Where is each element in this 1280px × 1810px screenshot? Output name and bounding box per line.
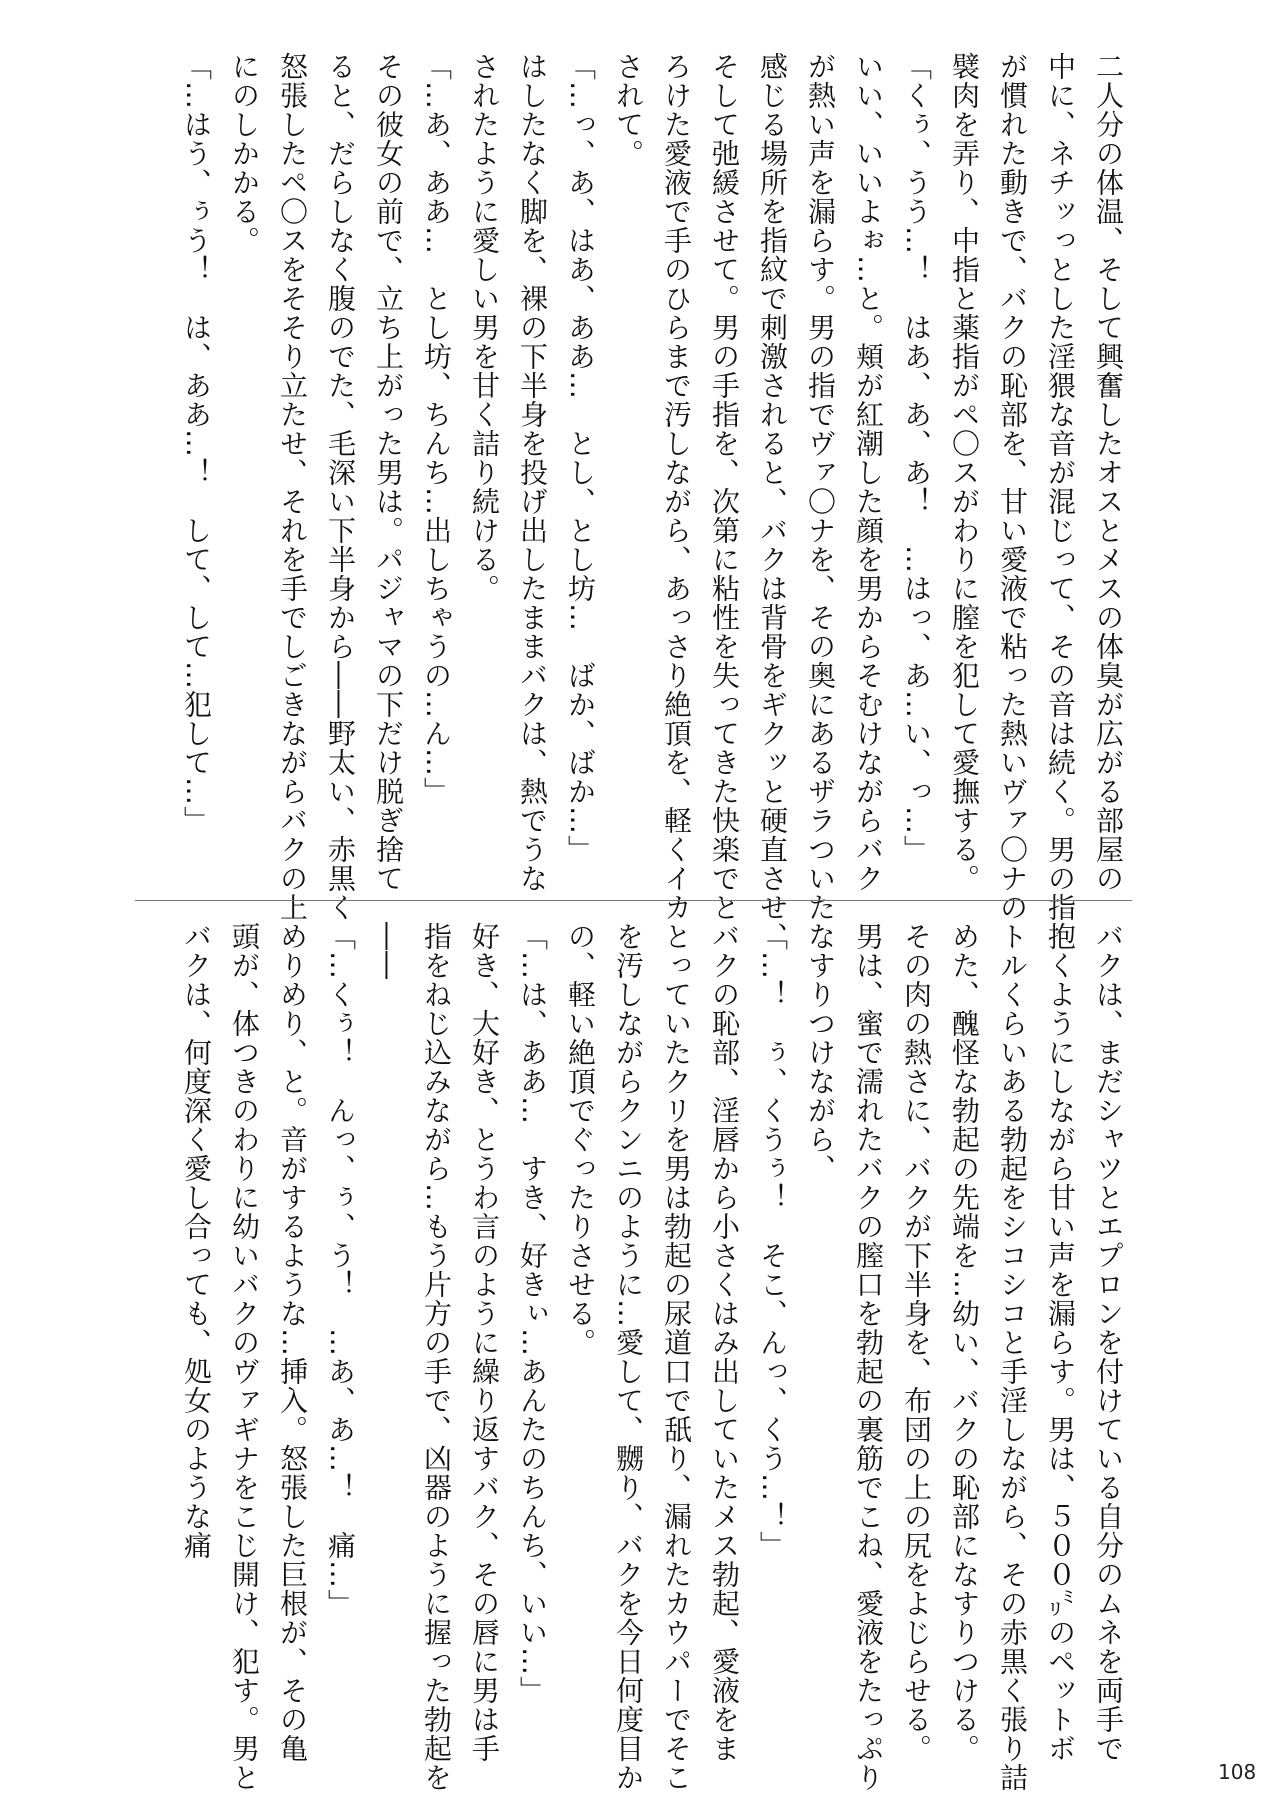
text-line: なすりつけながら、	[804, 922, 837, 1183]
text-line: が熱い声を漏らす。男の指でヴァ〇ナを、その奥にあるザラついた	[804, 52, 837, 922]
text-line: 感じる場所を指紋で刺激されると、バクは背骨をギクッと硬直させ、	[756, 52, 789, 951]
page-number: 108	[1218, 1760, 1257, 1784]
text-line: トルくらいある勃起をシコシコと手淫しながら、その赤黒く張り詰	[996, 922, 1029, 1792]
text-line: めた、醜怪な勃起の先端を…幼い、バクの恥部になすりつける。	[948, 922, 981, 1763]
text-line: されて。	[612, 52, 645, 168]
text-line: 男は、蜜で濡れたバクの膣口を勃起の裏筋でこね、愛液をたっぷり	[852, 922, 885, 1792]
text-line: 中に、ネチッっとした淫猥な音が混じって、その音は続く。男の指	[1044, 52, 1077, 922]
text-line: にのしかかる。	[228, 52, 261, 255]
text-line: を汚しながらクンニのように…愛して、嬲り、バクを今日何度目か	[612, 922, 645, 1792]
section-divider	[135, 900, 1132, 901]
text-line: 指をねじ込みながら…もう片方の手で、凶器のように握った勃起を	[420, 922, 453, 1792]
text-line: 「…はう、ぅう！ は、ああ…！ して、して…犯して…」	[180, 52, 213, 835]
text-line: 好き、大好き、とうわ言のように繰り返すバク、その唇に男は手	[468, 922, 501, 1763]
text-line: めりめり、と。音がするような…挿入。怒張した巨根が、その亀	[276, 922, 309, 1763]
text-line: バクは、まだシャツとエプロンを付けている自分のムネを両手で	[1092, 922, 1125, 1763]
bottom-text-block	[172, 922, 1132, 1792]
text-line: 「…あ、ああ… とし坊、ちんち…出しちゃうの…ん…」	[420, 52, 453, 806]
text-line: 抱くようにしながら甘い声を漏らす。男は、５００㍉のペットボ	[1044, 922, 1077, 1763]
text-line: そして弛緩させて。男の手指を、次第に粘性を失ってきた快楽でと	[708, 52, 741, 922]
text-line: 二人分の体温、そして興奮したオスとメスの体臭が広がる部屋の	[1092, 52, 1125, 893]
text-line: とっていたクリを男は勃起の尿道口で舐り、漏れたカウパーでそこ	[660, 922, 693, 1792]
text-line: ――	[372, 922, 405, 980]
text-line: が慣れた動きで、バクの恥部を、甘い愛液で粘った熱いヴァ〇ナの	[996, 52, 1029, 922]
text-line: バクの恥部、淫唇から小さくはみ出していたメス勃起、愛液をま	[708, 922, 741, 1763]
text-line: バクは、何度深く愛し合っても、処女のような痛	[180, 922, 213, 1560]
text-line: 怒張したペ〇スをそそり立たせ、それを手でしごきながらバクの上	[276, 52, 309, 922]
text-line: はしたなく脚を、裸の下半身を投げ出したままバクは、熱でうな	[516, 52, 549, 893]
text-line: いい、いいよぉ…と。頬が紅潮した顔を男からそむけながらバク	[852, 52, 885, 893]
text-line: の、軽い絶頂でぐったりさせる。	[564, 922, 597, 1357]
text-line: 襞肉を弄り、中指と薬指がペ〇スがわりに膣を犯して愛撫する。	[948, 52, 981, 893]
text-line: 頭が、体つきのわりに幼いバクのヴァギナをこじ開け、犯す。男と	[228, 922, 261, 1792]
text-line: その肉の熱さに、バクが下半身を、布団の上の尻をよじらせる。	[900, 922, 933, 1763]
top-text-block	[172, 52, 1132, 951]
text-line: その彼女の前で、立ち上がった男は。パジャマの下だけ脱ぎ捨て	[372, 52, 405, 893]
text-line: 「…くぅ！ んっ、ぅ、う！ …あ、あ…！ 痛…」	[324, 922, 357, 1618]
text-line: ると、だらしなく腹のでた、毛深い下半身から――野太い、赤黒く	[324, 52, 357, 922]
text-line: されたように愛しい男を甘く詰り続ける。	[468, 52, 501, 603]
text-line: 「…！ ぅ、くうぅ！ そこ、んっ、くう…！」	[756, 922, 789, 1560]
text-line: ろけた愛液で手のひらまで汚しながら、あっさり絶頂を、軽くイカ	[660, 52, 693, 922]
text-line: 「…っ、あ、はあ、ああ… とし、とし坊… ばか、ばか…」	[564, 52, 597, 864]
text-line: 「くぅ、うう…！ はあ、あ、あ！ …はっ、あ…い、っ…」	[900, 52, 933, 864]
text-line: 「…は、ああ… すき、好きぃ…あんたのちんち、いい…」	[516, 922, 549, 1705]
